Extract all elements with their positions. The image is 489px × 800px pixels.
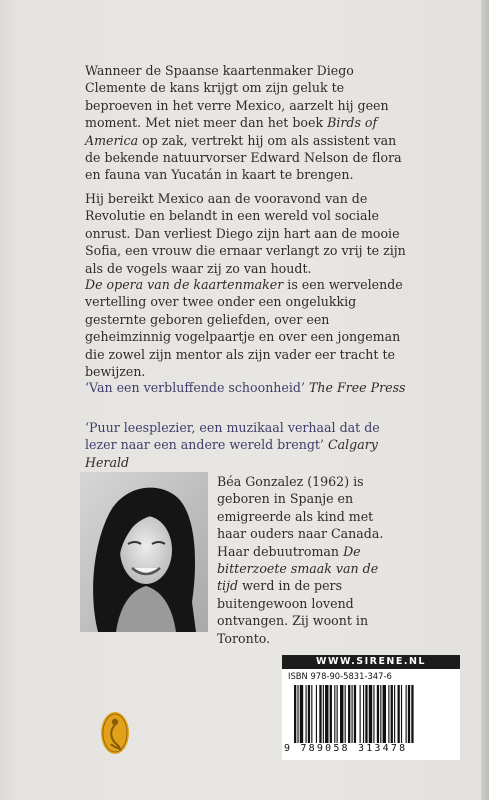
quote-text: ‘Puur leesplezier, een muzikaal verhaal dat de lezer naar een andere wereld brengt’ [85, 420, 380, 453]
barcode-bar [340, 685, 343, 743]
page-edge [481, 0, 489, 800]
quote-text: ‘Van een verbluffende schoonheid’ [85, 380, 305, 395]
barcode-bar [325, 685, 328, 743]
barcode-bar [401, 685, 402, 743]
barcode-bar [406, 685, 407, 743]
barcode-number: 9 789058 313478 [284, 743, 408, 754]
barcode-bar [354, 685, 356, 743]
barcode-bar [300, 685, 303, 743]
debut-novel-title: De bitterzoete smaak van de tijd [217, 543, 379, 594]
barcode-bar [363, 685, 364, 743]
publisher-url: WWW.SIRENE.NL [282, 655, 460, 669]
barcode-bar [377, 685, 379, 743]
barcode-bar [394, 685, 395, 743]
barcode-bar [373, 685, 374, 743]
barcode-panel [282, 655, 460, 760]
barcode-bar [391, 685, 393, 743]
barcode-bar [380, 685, 381, 743]
author-portrait-image [80, 472, 208, 632]
barcode-bar [334, 685, 335, 743]
barcode-bar [348, 685, 350, 743]
blurb-text: op zak, vertrekt hij om als assistent van de bekende natuurvorser Edward Nelson de flora en fauna van Yucatán in kaart te brengen. [85, 132, 402, 183]
barcode-bar [308, 685, 310, 743]
blurb-text: Wanneer de Spaanse kaartenmaker Diego Clemente de kans krijgt om zijn geluk te beproeven in het verre Mexico, aarzelt hij geen moment. Met niet meer dan het boek [85, 63, 389, 131]
barcode-bar [323, 685, 324, 743]
barcode-bar [311, 685, 312, 743]
bio-text: Béa Gonzalez (1962) is geboren in Spanje en emigreerde als kind met haar ouders naar Canada. Haar debuutroman [217, 474, 384, 559]
review-quote-2 [85, 419, 410, 471]
siren-logo-icon [100, 711, 130, 755]
barcode-bar [330, 685, 332, 743]
isbn-text: ISBN 978-90-5831-347-6 [288, 671, 392, 681]
barcode-bar [345, 685, 346, 743]
blurb-paragraph-2 [85, 190, 410, 277]
author-bio [217, 473, 397, 647]
barcode-bar [411, 685, 413, 743]
barcode-bar [306, 685, 307, 743]
review-quote-1 [85, 379, 410, 396]
author-photo [80, 472, 208, 632]
blurb-paragraph-1 [85, 62, 410, 184]
bio-text: werd in de pers buitengewoon lovend ontvangen. Zij woont in Toronto. [217, 578, 369, 646]
barcode-bar [360, 685, 361, 743]
barcode-bar [369, 685, 372, 743]
barcode-bar [398, 685, 400, 743]
quote-source: The Free Press [308, 380, 406, 395]
barcode-bar [383, 685, 386, 743]
barcode-bar [388, 685, 389, 743]
blurb-text: Hij bereikt Mexico aan de vooravond van de Revolutie en belandt in een wereld vol sociale onrust. Dan verliest Diego zijn hart aan de mooie Sofia, een vrouw die ernaar verlangt zo vrij te zijn als de vogels waar zij zo van houdt. [85, 191, 406, 276]
barcode-bar [365, 685, 367, 743]
barcode-bar [352, 685, 353, 743]
barcode-bar [319, 685, 321, 743]
barcode-icon [294, 685, 452, 743]
barcode-bar [337, 685, 338, 743]
book-title-birds-of-america: Birds of America [85, 115, 378, 148]
barcode-bar [408, 685, 410, 743]
quote-source: Calgary Herald [85, 437, 378, 470]
blurb-paragraph-3 [85, 276, 410, 380]
barcode-bar [297, 685, 298, 743]
barcode-bar [316, 685, 317, 743]
blurb-text: is een wervelende vertelling over twee onder een ongelukkig gesternte geboren geliefden, over een geheimzinnig vogelpaartje en over een jongeman die zowel zijn mentor als zijn vader eer tracht te bewijzen. [85, 277, 403, 380]
book-title: De opera van de kaartenmaker [85, 277, 284, 292]
barcode-bar [294, 685, 296, 743]
